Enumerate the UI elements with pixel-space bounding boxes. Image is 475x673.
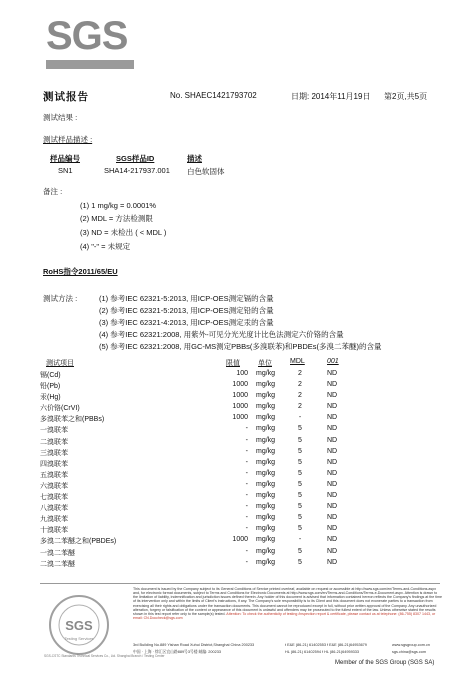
cell-unit: mg/kg bbox=[256, 425, 276, 433]
results-table-body bbox=[0, 370, 475, 570]
cell-limit: - bbox=[245, 469, 248, 477]
cell-limit: - bbox=[245, 492, 248, 500]
cell-mdl: 2 bbox=[298, 370, 302, 377]
table-row bbox=[0, 481, 475, 492]
cell-mdl: 5 bbox=[298, 425, 302, 433]
cell-mdl: 5 bbox=[298, 480, 302, 488]
cell-item: 铅(Pb) bbox=[40, 383, 61, 391]
table-row bbox=[0, 370, 475, 381]
cell-mdl: 5 bbox=[298, 458, 302, 466]
cell-limit: - bbox=[245, 447, 248, 455]
cell-unit: mg/kg bbox=[256, 370, 276, 377]
col-header-item: 测试项目 bbox=[46, 360, 74, 367]
cell-unit: mg/kg bbox=[256, 447, 276, 455]
cell-item: 多溴联苯之和(PBBs) bbox=[40, 416, 105, 424]
cell-result: ND bbox=[327, 492, 338, 500]
cell-limit: 100 bbox=[236, 370, 248, 377]
cell-item: 镉(Cd) bbox=[40, 372, 61, 379]
method-5: (5) 参考IEC 62321:2008, 用GC-MS测定PBBs(多溴联苯)和PBDEs(多溴二苯醚)的含量 bbox=[99, 342, 382, 351]
cell-limit: 1000 bbox=[232, 414, 248, 422]
table-row bbox=[0, 514, 475, 525]
cell-mdl: 5 bbox=[298, 547, 302, 555]
report-date: 日期: 2014年11月19日 bbox=[291, 92, 371, 101]
sample-header-desc: 描述 bbox=[187, 154, 202, 163]
table-row bbox=[0, 414, 475, 425]
disclaimer-body: This document is issued by the Company subject to its General Conditions of Service printed overleaf, available on request or accessible at http://www.sgs.com/en/Terms-and-Conditions.aspx and, for electronic format documents, subject to Terms and Conditions for Electronic Documents at http://www.sgs.com/en/Terms-and-Conditions/Terms-e-Document.aspx. Attention is drawn to the limitation of liability, indemnification and jurisdiction issues defined therein. Any holder of this document is advised that information contained hereon reflects the Company's findings at the time of its intervention only and within the limits of Client's instructions, if any. The Company's sole responsibility is to its Client and this document does not exonerate parties to a transaction from exercising all their rights and obligations under the transaction documents. This document cannot be reproduced except in full, without prior written approval of the Company. Any unauthorized alteration, forgery or falsification of the content or appearance of this document is unlawful and offenders may be prosecuted to the fullest extent of the law. Unless otherwise stated the results shown in this test report refer only to the sample(s) tested. bbox=[133, 587, 443, 616]
cell-unit: mg/kg bbox=[256, 414, 276, 422]
sample-desc: 白色软固体 bbox=[187, 167, 225, 176]
cell-unit: mg/kg bbox=[256, 503, 276, 511]
col-header-unit: 单位 bbox=[258, 360, 272, 367]
cell-limit: - bbox=[245, 503, 248, 511]
cell-result: ND bbox=[327, 458, 338, 466]
cell-item: 一溴联苯 bbox=[40, 427, 68, 435]
cell-item: 二溴二苯醚 bbox=[40, 560, 75, 568]
sample-id: SHA14-217937.001 bbox=[104, 166, 170, 175]
contact-email: sgs.china@sgs.com bbox=[392, 650, 427, 654]
telephone-cn: HL (86-21) 61402594 f HL (86-21)64959333 bbox=[285, 650, 360, 654]
col-header-mdl: MDL bbox=[290, 358, 305, 365]
cell-mdl: - bbox=[298, 414, 302, 422]
cell-limit: - bbox=[245, 558, 248, 566]
cell-unit: mg/kg bbox=[256, 469, 276, 477]
footer-divider bbox=[40, 583, 440, 584]
cell-limit: 1000 bbox=[232, 536, 248, 544]
result-label: 测试结果 : bbox=[43, 113, 78, 122]
cell-result: ND bbox=[327, 403, 338, 411]
cell-result: ND bbox=[327, 503, 338, 511]
disclaimer-text bbox=[133, 587, 443, 620]
cell-mdl: 5 bbox=[298, 558, 302, 566]
sgs-seal-icon bbox=[48, 594, 110, 656]
table-row bbox=[0, 548, 475, 559]
cell-limit: - bbox=[245, 436, 248, 444]
sample-table-row bbox=[0, 166, 475, 176]
table-row bbox=[0, 448, 475, 459]
table-row bbox=[0, 536, 475, 547]
report-number: No. SHAEC1421793702 bbox=[170, 91, 257, 100]
col-header-limit: 限值 bbox=[226, 360, 240, 367]
cell-item: 七溴联苯 bbox=[40, 494, 68, 502]
table-row bbox=[0, 437, 475, 448]
sample-no: SN1 bbox=[58, 166, 73, 175]
cell-result: ND bbox=[327, 558, 338, 566]
website: www.sgsgroup.com.cn bbox=[392, 643, 430, 647]
cell-limit: - bbox=[245, 480, 248, 488]
cell-mdl: 5 bbox=[298, 447, 302, 455]
cell-mdl: 2 bbox=[298, 392, 302, 400]
cell-unit: mg/kg bbox=[256, 436, 276, 444]
cell-mdl: 5 bbox=[298, 514, 302, 522]
cell-result: ND bbox=[327, 547, 338, 555]
cell-limit: 1000 bbox=[232, 392, 248, 400]
cell-item: 多溴二苯醚之和(PBDEs) bbox=[40, 538, 117, 546]
cell-item: 六溴联苯 bbox=[40, 482, 68, 490]
cell-result: ND bbox=[327, 536, 338, 544]
note-2: (2) MDL = 方法检测限 bbox=[80, 214, 153, 223]
logo-text: SGS bbox=[46, 14, 128, 58]
cell-unit: mg/kg bbox=[256, 492, 276, 500]
cell-item: 五溴联苯 bbox=[40, 471, 68, 479]
address-en: 3rd Building No.889 Yishan Road Xuhui District,Shanghai China 200233 bbox=[133, 643, 255, 647]
cell-limit: 1000 bbox=[232, 403, 248, 411]
cell-limit: - bbox=[245, 547, 248, 555]
telephone-en: t E&E (86-21) 61402553 f E&E (86-21)64953679 bbox=[285, 643, 367, 647]
logo-bar bbox=[46, 60, 134, 69]
cell-unit: mg/kg bbox=[256, 514, 276, 522]
cell-unit: mg/kg bbox=[256, 558, 276, 566]
method-2: (2) 参考IEC 62321-5:2013, 用ICP-OES测定铅的含量 bbox=[99, 306, 274, 315]
disclaimer-attention: Attention: To check the authenticity of testing /inspection report & certificate, please contact us at telephone: (86-755) 8307 1443, or email: CN.Doccheck@sgs.com bbox=[133, 611, 436, 621]
method-4: (4) 参考IEC 62321:2008, 用紫外-可见分光光度计比色法测定六价铬的含量 bbox=[99, 330, 344, 339]
cell-result: ND bbox=[327, 381, 338, 389]
sample-header-no: 样品编号 bbox=[50, 154, 80, 163]
note-1: (1) 1 mg/kg = 0.0001% bbox=[80, 201, 157, 210]
cell-mdl: 5 bbox=[298, 436, 302, 444]
cell-result: ND bbox=[327, 425, 338, 433]
table-row bbox=[0, 503, 475, 514]
cell-unit: mg/kg bbox=[256, 480, 276, 488]
report-title: 测试报告 bbox=[43, 91, 89, 103]
cell-unit: mg/kg bbox=[256, 403, 276, 411]
sample-table-header bbox=[0, 153, 475, 163]
cell-item: 六价铬(CrVI) bbox=[40, 405, 80, 413]
cell-result: ND bbox=[327, 414, 338, 422]
cell-mdl: 5 bbox=[298, 503, 302, 511]
cell-limit: - bbox=[245, 425, 248, 433]
cell-limit: - bbox=[245, 525, 248, 533]
cell-mdl: 5 bbox=[298, 525, 302, 533]
cell-result: ND bbox=[327, 436, 338, 444]
cell-result: ND bbox=[327, 525, 338, 533]
address-cn: 中国 · 上海 · 徐汇区宜山路889号3号楼 邮编: 200233 bbox=[133, 650, 221, 654]
cell-mdl: - bbox=[298, 536, 302, 544]
cell-unit: mg/kg bbox=[256, 392, 276, 400]
cell-mdl: 2 bbox=[298, 381, 302, 389]
seal-sub: Testing Services bbox=[64, 636, 94, 641]
cell-limit: - bbox=[245, 514, 248, 522]
notes-label: 备注 : bbox=[43, 187, 63, 196]
cell-item: 九溴联苯 bbox=[40, 516, 68, 524]
table-row bbox=[0, 459, 475, 470]
cell-item: 三溴联苯 bbox=[40, 449, 68, 457]
table-row bbox=[0, 525, 475, 536]
cell-item: 一溴二苯醚 bbox=[40, 549, 75, 557]
table-row bbox=[0, 559, 475, 570]
cell-item: 二溴联苯 bbox=[40, 438, 68, 446]
cell-result: ND bbox=[327, 447, 338, 455]
col-header-sample: 001 bbox=[327, 358, 339, 365]
cell-unit: mg/kg bbox=[256, 458, 276, 466]
cell-unit: mg/kg bbox=[256, 547, 276, 555]
cell-item: 汞(Hg) bbox=[40, 394, 61, 402]
cell-item: 十溴联苯 bbox=[40, 527, 68, 535]
sample-desc-label: 测试样品描述 : bbox=[43, 135, 93, 144]
cell-mdl: 5 bbox=[298, 492, 302, 500]
method-3: (3) 参考IEC 62321-4:2013, 用ICP-OES测定汞的含量 bbox=[99, 318, 274, 327]
cell-item: 四溴联苯 bbox=[40, 460, 68, 468]
method-1: (1) 参考IEC 62321-5:2013, 用ICP-OES测定镉的含量 bbox=[99, 294, 274, 303]
method-label: 测试方法 : bbox=[43, 294, 78, 303]
table-row bbox=[0, 381, 475, 392]
table-row bbox=[0, 470, 475, 481]
table-row bbox=[0, 403, 475, 414]
cell-limit: 1000 bbox=[232, 381, 248, 389]
section-title: RoHS指令2011/65/EU bbox=[43, 267, 118, 276]
cell-item: 八溴联苯 bbox=[40, 505, 68, 513]
member-statement: Member of the SGS Group (SGS SA) bbox=[335, 660, 435, 666]
cell-unit: mg/kg bbox=[256, 381, 276, 389]
cell-unit: mg/kg bbox=[256, 525, 276, 533]
cell-result: ND bbox=[327, 480, 338, 488]
cell-mdl: 5 bbox=[298, 469, 302, 477]
cell-mdl: 2 bbox=[298, 403, 302, 411]
note-4: (4) "-" = 未规定 bbox=[80, 242, 131, 251]
cell-limit: - bbox=[245, 458, 248, 466]
table-row bbox=[0, 392, 475, 403]
cell-result: ND bbox=[327, 370, 338, 377]
cell-result: ND bbox=[327, 514, 338, 522]
page-indicator: 第2页,共5页 bbox=[384, 92, 428, 101]
table-row bbox=[0, 492, 475, 503]
results-table-header bbox=[0, 358, 475, 368]
cell-unit: mg/kg bbox=[256, 536, 276, 544]
cell-result: ND bbox=[327, 469, 338, 477]
sgs-logo bbox=[46, 14, 134, 70]
note-3: (3) ND = 未检出 ( < MDL ) bbox=[80, 228, 167, 237]
seal-text: SGS bbox=[65, 618, 93, 633]
seal-caption: SGS-CSTC Standards Technical Services Co., Ltd. Shanghai Branch / Testing Center bbox=[44, 654, 165, 658]
sample-header-id: SGS样品ID bbox=[116, 154, 155, 163]
table-row bbox=[0, 425, 475, 436]
cell-result: ND bbox=[327, 392, 338, 400]
